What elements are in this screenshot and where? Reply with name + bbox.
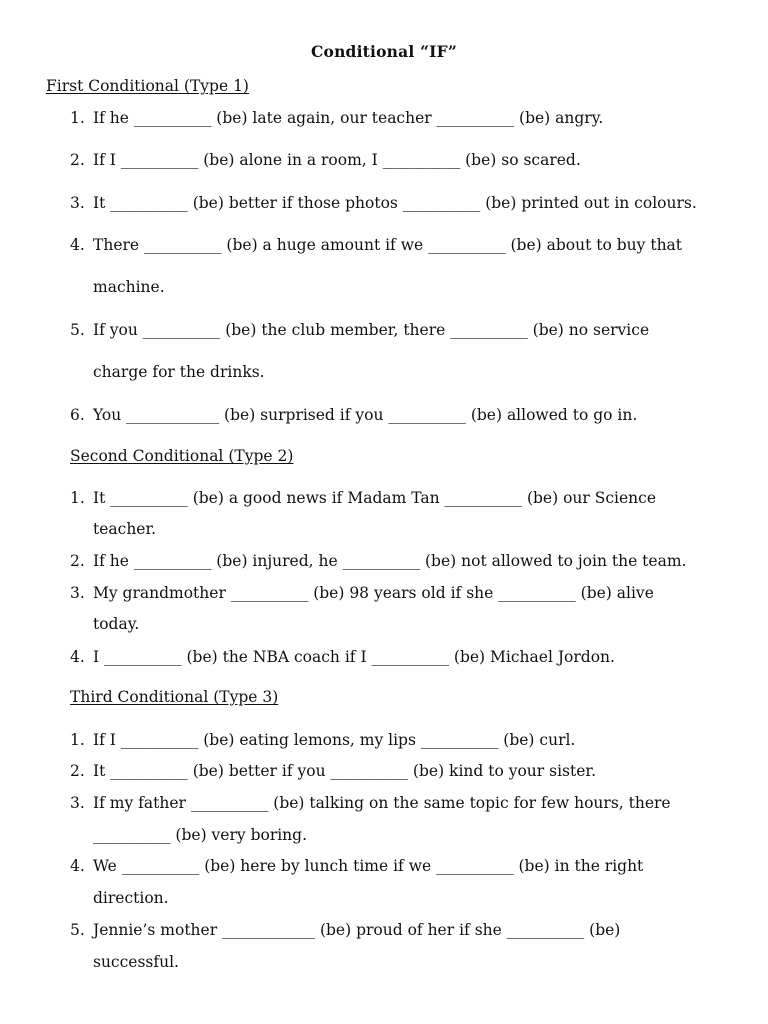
- item-text: You ____________ (be) surprised if you __________ (be) allowed to go in.: [93, 406, 638, 424]
- item-text: There __________ (be) a huge amount if we __________ (be) about to buy that: [93, 236, 683, 254]
- page-title: Conditional “IF”: [311, 42, 457, 61]
- item-text: We __________ (be) here by lunch time if we __________ (be) in the right: [93, 857, 644, 875]
- item-number: 3.: [70, 794, 85, 812]
- section-heading-type-2: Second Conditional (Type 2): [70, 447, 294, 465]
- item-number: 1.: [70, 731, 85, 749]
- item-text-continued: charge for the drinks.: [93, 363, 265, 381]
- item-text: My grandmother __________ (be) 98 years old if she __________ (be) alive: [93, 584, 654, 602]
- item-text: If I __________ (be) alone in a room, I __________ (be) so scared.: [93, 151, 581, 169]
- item-text-continued: teacher.: [93, 520, 157, 538]
- item-text: If my father __________ (be) talking on the same topic for few hours, there: [93, 794, 671, 812]
- item-number: 4.: [70, 648, 85, 666]
- item-number: 5.: [70, 921, 85, 939]
- item-text-continued: __________ (be) very boring.: [93, 826, 308, 844]
- item-number: 3.: [70, 584, 85, 602]
- section-heading-type-3: Third Conditional (Type 3): [70, 688, 279, 706]
- item-text: If he __________ (be) injured, he __________ (be) not allowed to join the team.: [93, 552, 687, 570]
- section-heading-type-1: First Conditional (Type 1): [46, 77, 249, 95]
- item-number: 6.: [70, 406, 85, 424]
- item-number: 2.: [70, 762, 85, 780]
- item-number: 2.: [70, 552, 85, 570]
- item-number: 4.: [70, 857, 85, 875]
- item-number: 1.: [70, 109, 85, 127]
- item-number: 2.: [70, 151, 85, 169]
- item-number: 5.: [70, 321, 85, 339]
- item-text: If he __________ (be) late again, our teacher __________ (be) angry.: [93, 109, 604, 127]
- item-text: It __________ (be) better if you __________ (be) kind to your sister.: [93, 762, 597, 780]
- item-number: 1.: [70, 489, 85, 507]
- item-text-continued: successful.: [93, 953, 179, 971]
- item-text: Jennie’s mother ____________ (be) proud of her if she __________ (be): [93, 921, 621, 939]
- item-number: 3.: [70, 194, 85, 212]
- item-number: 4.: [70, 236, 85, 254]
- item-text: It __________ (be) better if those photos __________ (be) printed out in colours.: [93, 194, 697, 212]
- item-text-continued: machine.: [93, 278, 165, 296]
- item-text-continued: direction.: [93, 889, 169, 907]
- item-text: I __________ (be) the NBA coach if I __________ (be) Michael Jordon.: [93, 648, 615, 666]
- item-text: It __________ (be) a good news if Madam Tan __________ (be) our Science: [93, 489, 656, 507]
- item-text-continued: today.: [93, 615, 140, 633]
- item-text: If you __________ (be) the club member, there __________ (be) no service: [93, 321, 650, 339]
- item-text: If I __________ (be) eating lemons, my lips __________ (be) curl.: [93, 731, 576, 749]
